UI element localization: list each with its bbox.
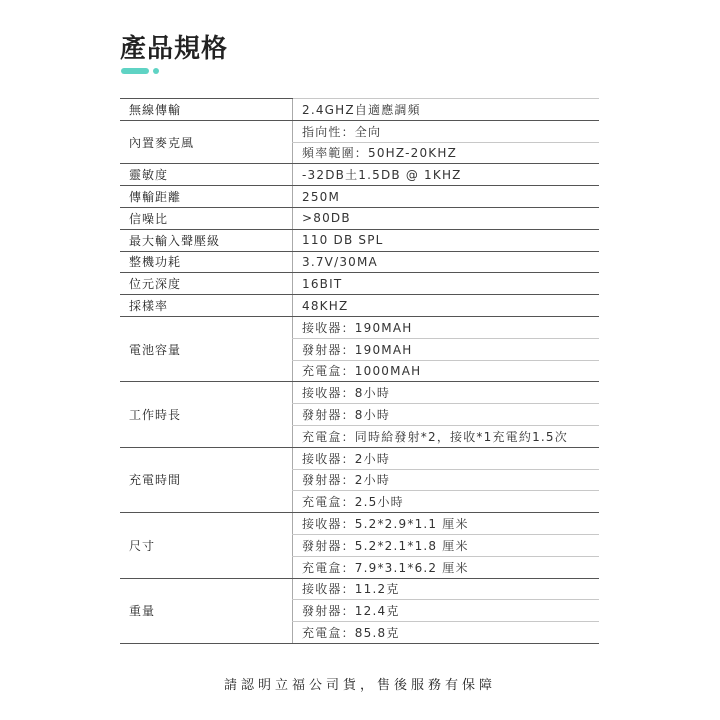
- spec-row: [120, 207, 599, 229]
- spec-value: 充電盒：85.8克: [293, 622, 600, 644]
- spec-label: 重量: [120, 578, 293, 643]
- spec-value: 發射器：12.4克: [293, 600, 600, 622]
- spec-value: 接收器：11.2克: [293, 578, 600, 600]
- spec-label: 採樣率: [120, 295, 293, 317]
- spec-label: 靈敏度: [120, 164, 293, 186]
- spec-value: 16BIT: [293, 273, 600, 295]
- spec-value: 頻率範圍：50HZ-20KHZ: [293, 142, 600, 164]
- spec-value: 充電盒：2.5小時: [293, 491, 600, 513]
- spec-row: [120, 273, 599, 295]
- spec-value: 48KHZ: [293, 295, 600, 317]
- spec-row: [120, 295, 599, 317]
- spec-value: 250M: [293, 186, 600, 208]
- spec-value: 接收器：2小時: [293, 447, 600, 469]
- spec-label: 信噪比: [120, 207, 293, 229]
- spec-value: 充電盒：1000MAH: [293, 360, 600, 382]
- spec-value: >80DB: [293, 207, 600, 229]
- spec-label: 工作時長: [120, 382, 293, 447]
- spec-row: [120, 164, 599, 186]
- spec-value: 充電盒：7.9*3.1*6.2 厘米: [293, 556, 600, 578]
- spec-value: 接收器：8小時: [293, 382, 600, 404]
- spec-label: 位元深度: [120, 273, 293, 295]
- spec-value: -32DB土1.5DB @ 1KHZ: [293, 164, 600, 186]
- spec-row: [120, 316, 599, 338]
- spec-row: [120, 447, 599, 469]
- spec-value: 發射器：5.2*2.1*1.8 厘米: [293, 534, 600, 556]
- spec-row: [120, 120, 599, 142]
- spec-value: 發射器：2小時: [293, 469, 600, 491]
- spec-row: [120, 186, 599, 208]
- spec-label: 無線傳輸: [120, 99, 293, 121]
- accent-bar: [121, 68, 149, 74]
- spec-row: [120, 99, 599, 121]
- spec-label: 傳輸距離: [120, 186, 293, 208]
- spec-label: 最大輸入聲壓級: [120, 229, 293, 251]
- spec-label: 內置麥克風: [120, 120, 293, 164]
- title-accent-decoration: [121, 68, 161, 74]
- spec-table: [120, 98, 599, 644]
- spec-value: 指向性：全向: [293, 120, 600, 142]
- spec-label: 整機功耗: [120, 251, 293, 273]
- spec-value: 接收器：5.2*2.9*1.1 厘米: [293, 513, 600, 535]
- spec-value: 接收器：190MAH: [293, 316, 600, 338]
- spec-label: 電池容量: [120, 316, 293, 381]
- spec-table-body: [120, 99, 599, 644]
- spec-row: [120, 251, 599, 273]
- spec-value: 3.7V/30MA: [293, 251, 600, 273]
- spec-value: 發射器：8小時: [293, 404, 600, 426]
- page-title: 產品規格: [120, 34, 229, 64]
- spec-label: 充電時間: [120, 447, 293, 512]
- spec-label: 尺寸: [120, 513, 293, 578]
- spec-value: 2.4GHZ自適應調頻: [293, 99, 600, 121]
- accent-dot: [153, 68, 159, 74]
- spec-row: [120, 513, 599, 535]
- spec-row: [120, 578, 599, 600]
- footer-note: 請認明立福公司貨，售後服務有保障: [223, 678, 496, 693]
- spec-row: [120, 382, 599, 404]
- spec-row: [120, 229, 599, 251]
- spec-value: 發射器：190MAH: [293, 338, 600, 360]
- spec-value: 充電盒：同時給發射*2，接收*1充電約1.5次: [293, 425, 600, 447]
- spec-value: 110 DB SPL: [293, 229, 600, 251]
